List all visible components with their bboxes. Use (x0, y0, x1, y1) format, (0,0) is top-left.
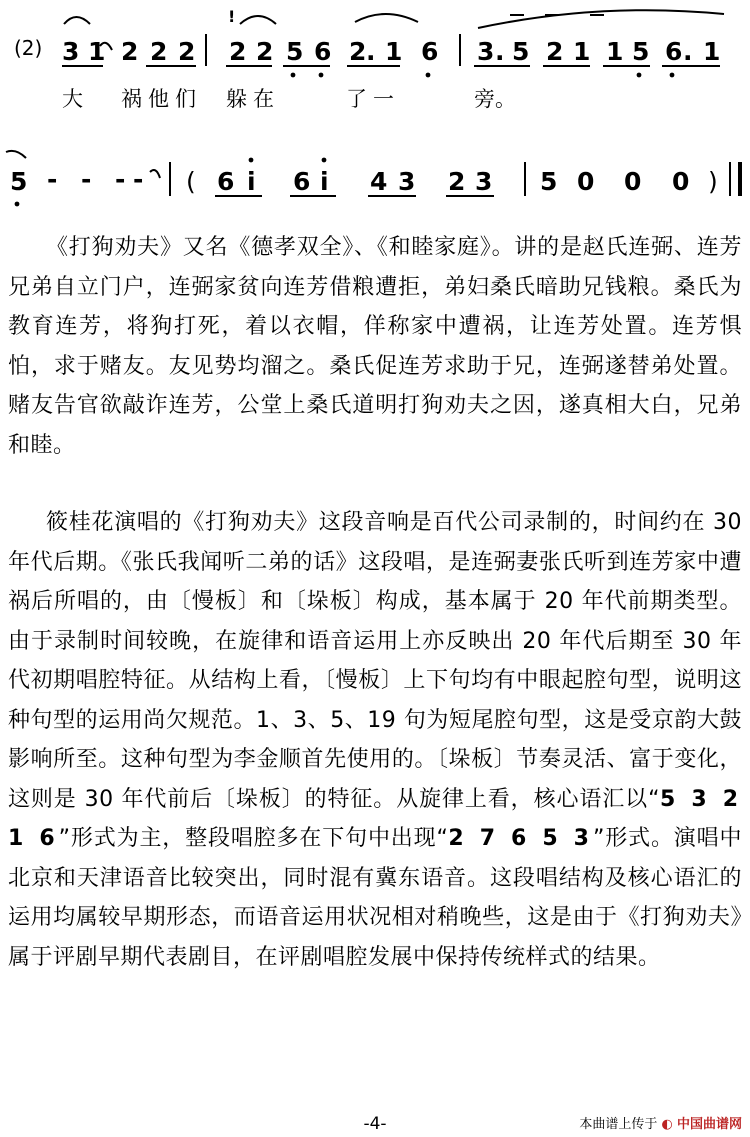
svg-text:0: 0 (577, 167, 595, 196)
svg-text:1: 1 (385, 37, 403, 66)
lyric-char: 在 (253, 87, 274, 111)
svg-text:6: 6 (314, 37, 332, 66)
site-brand: 中国曲谱网 (676, 1117, 742, 1132)
svg-text:5: 5 (632, 37, 650, 66)
svg-text:1: 1 (606, 37, 624, 66)
svg-text:!: ! (228, 7, 236, 26)
upload-note (579, 1113, 742, 1132)
svg-text:.: . (683, 37, 693, 66)
svg-text:6: 6 (665, 37, 683, 66)
lyric-char: 们 (175, 87, 196, 111)
svg-text:i: i (320, 167, 329, 196)
svg-text:5: 5 (10, 167, 28, 196)
svg-text:3: 3 (398, 167, 416, 196)
lyric-char: 了 (346, 87, 367, 111)
svg-text:3: 3 (475, 167, 493, 196)
analysis-text-part-3: ”形式。演唱中北京和天津语音比较突出，同时混有冀东语音。这段唱结构及核心语汇的运用均属较早期形态，而语音运用状况相对稍晚些，这是由于《打狗劝夫》属于评剧早期代表剧目，在评剧唱腔发展中保持传统样式的结果。 (8, 826, 743, 970)
site-logo-icon: ◐ (661, 1117, 673, 1132)
svg-text:2: 2 (229, 37, 247, 66)
score-section-label: (2) (14, 36, 43, 60)
lyric-char: 一 (373, 87, 394, 111)
lyric-char: 躲 (226, 87, 247, 111)
svg-text:5: 5 (286, 37, 304, 66)
svg-text:-: - (115, 165, 126, 194)
analysis-text-part-2: ”形式为主，整段唱腔多在下句中出现“ (58, 826, 449, 851)
quote-open: “ (648, 786, 660, 812)
svg-text:2: 2 (448, 167, 466, 196)
svg-text:2: 2 (546, 37, 564, 66)
svg-text:): ) (708, 167, 718, 196)
svg-text:.: . (495, 37, 505, 66)
svg-text:0: 0 (672, 167, 690, 196)
svg-text:6: 6 (293, 167, 311, 196)
svg-text:5: 5 (540, 167, 558, 196)
svg-text:5: 5 (512, 37, 530, 66)
svg-text:6: 6 (421, 37, 439, 66)
svg-text:1: 1 (88, 37, 106, 66)
svg-text:i: i (247, 167, 256, 196)
core-motif-2: 2 7 6 5 3 (448, 826, 593, 851)
page-number: -4- (363, 1114, 387, 1134)
paragraph-synopsis (8, 228, 742, 465)
svg-text:-: - (81, 165, 92, 194)
upload-note-text: 本曲谱上传于 (579, 1117, 658, 1132)
svg-text:0: 0 (624, 167, 642, 196)
svg-text:.: . (366, 37, 376, 66)
svg-text:1: 1 (573, 37, 591, 66)
svg-text:2: 2 (121, 37, 139, 66)
paragraph-analysis (8, 503, 742, 977)
lyric-char: 祸 (121, 87, 142, 111)
svg-text:-: - (133, 165, 144, 194)
svg-text:3: 3 (477, 37, 495, 66)
svg-text:2: 2 (256, 37, 274, 66)
svg-text:-: - (47, 165, 58, 194)
svg-text:3: 3 (62, 37, 80, 66)
svg-text:6: 6 (217, 167, 235, 196)
score-notation-2 (0, 140, 750, 220)
lyric-char: 他 (148, 87, 169, 111)
core-motif-1: 5 3 2 1 6 (8, 786, 743, 851)
svg-text:1: 1 (703, 37, 721, 66)
svg-text:2: 2 (349, 37, 367, 66)
svg-text:(: ( (186, 167, 196, 196)
svg-text:2: 2 (150, 37, 168, 66)
synopsis-text: 《打狗劝夫》又名《德孝双全》、《和睦家庭》。讲的是赵氏连弼、连芳兄弟自立门户，连弼家贫向连芳借粮遭拒，弟妇桑氏暗助兄钱粮。桑氏为教育连芳，将狗打死，着以衣帽，佯称家中遭祸，让连芳处置。连芳惧怕，求于赌友。友见势均溜之。桑氏促连芳求助于兄，连弼遂替弟处置。赌友告官欲敲诈连芳，公堂上桑氏道明打狗劝夫之因，遂真相大白，兄弟和睦。 (8, 235, 742, 458)
svg-text:2: 2 (178, 37, 196, 66)
lyric-char: 大 (62, 87, 83, 111)
analysis-text-part-1: 筱桂花演唱的《打狗劝夫》这段音响是百代公司录制的，时间约在 30 年代后期。《张氏我闻听二弟的话》这段唱，是连弼妻张氏听到连芳家中遭祸后所唱的，由〔慢板〕和〔垛板〕构成，基本属于 20 年代前期类型。由于录制时间较晚，在旋律和语音运用上亦反映出 20 年代后期至 30 年代初期唱腔特征。从结构上看，〔慢板〕上下句均有中眼起腔句型，说明这种句型的运用尚欠规范。1、3、5、19 句为短尾腔句型，这是受京韵大鼓影响所至。这种句型为李金顺首先使用的。〔垛板〕节奏灵活、富于变化，这则是 30 年代前后〔垛板〕的特征。从旋律上看，核心语汇以 (8, 510, 742, 812)
svg-text:4: 4 (370, 167, 388, 196)
analysis-text (8, 503, 742, 977)
lyric-char: 旁。 (474, 87, 516, 111)
